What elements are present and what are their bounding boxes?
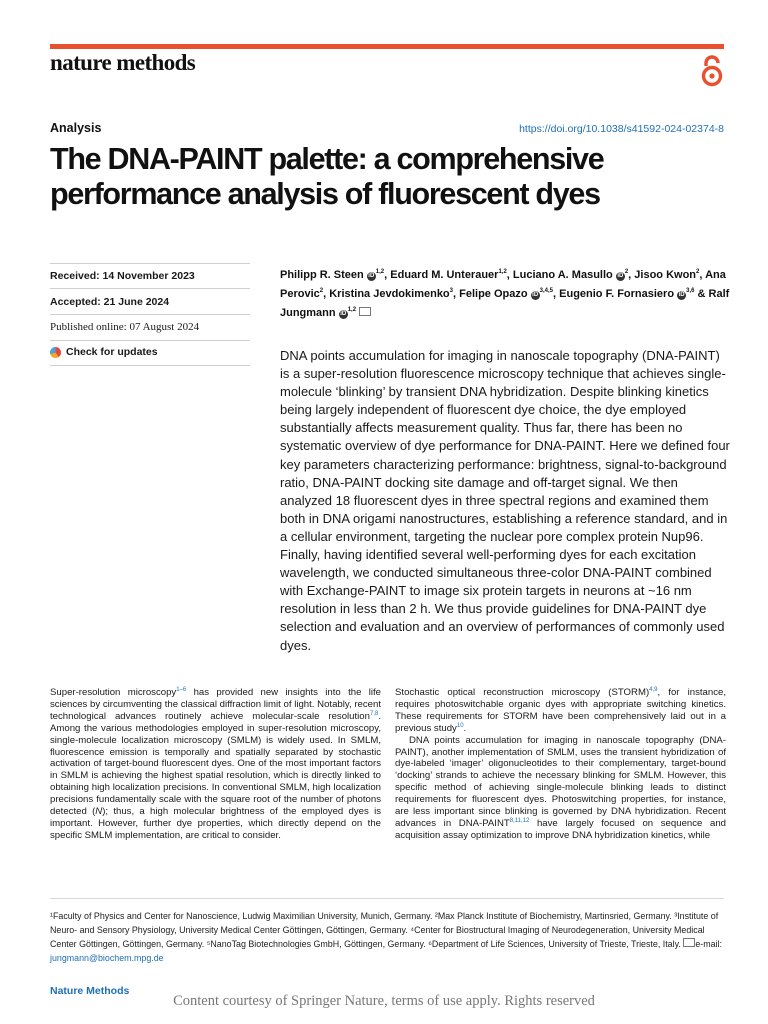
received-date: Received: 14 November 2023 [50,270,195,282]
affiliation-number: 1,2 [375,269,385,275]
email-icon[interactable] [359,307,371,316]
affiliations: ¹Faculty of Physics and Center for Nanoscience, Ludwig Maximilian University, Munich, Germany. ²Max Planck Institute of Biochemistry, Martinsried, Germany. ³Institute of Neuro- and Sensory Physiology, University Medical Center Göttingen, Göttingen, Germany. ⁴Center for Biostructural Imaging of Neurodegeneration, University Medical Center Göttingen, Göttingen, Germany. ⁵NanoTag Biotechnologies GmbH, Göttingen, Germany. ⁶Department of Life Sciences, University of Trieste, Trieste, Italy. e-mail: jungmann@biochem.mpg.de [50,911,722,963]
author-separator: , [323,288,330,300]
author-name[interactable]: Philipp R. Steen [280,269,364,281]
divider [50,340,250,341]
email-link[interactable]: jungmann@biochem.mpg.de [50,953,164,963]
citation[interactable]: 10 [456,722,464,729]
affiliation-number: 1,2 [498,269,507,275]
orcid-icon[interactable]: iD [368,273,375,279]
affiliation-number: 2 [624,269,629,275]
author-name[interactable]: Luciano A. Masullo [512,269,613,281]
citation[interactable]: 7,8 [369,710,379,717]
author-separator: , [699,269,706,281]
author-separator: , [384,269,391,281]
citation[interactable]: 1–6 [176,687,187,693]
check-updates-icon [50,347,61,358]
affiliation-number: 3,4,5 [539,288,554,294]
orcid-icon[interactable]: iD [617,273,624,279]
orcid-icon[interactable]: iD [532,292,539,298]
divider [50,263,250,264]
divider [50,365,250,366]
courtesy-notice: Content courtesy of Springer Nature, terms of use apply. Rights reserved [173,993,595,1009]
affiliation-number: 3,6 [686,288,695,294]
body-column-left: Super-resolution microscopy$^{1-6}$ has provided new insights into the life sciences by circumventing the classical diffraction limit of light. Notably, recent technological advances routinely achieve molecular-scale resolution$^{7,8}$. Among the various methodologies employed in super-resolution microscopy, single-molecule localization microscopy (SMLM) is widely used. In SMLM, fluorescence emission is temporally and spatially separated by stochastic activation of target-bound fluorescent dyes. One of the most important factors in SMLM is achieving the highest spatial resolution, which is directly linked to obtaining high localization precisions. In conventional SMLM, high localization precisions fundamentally scale with the square root of the number of photons detected (N); thus, a high molecular brightness of the employed dyes is important. However, further dye properties, which directly depend on the specific SMLM implementation, are critical to consider. [50,687,381,841]
orcid-icon[interactable]: iD [678,292,685,298]
affiliation-number: 2 [319,288,324,294]
author-name[interactable]: Ana Perovic [280,269,726,300]
author-separator: , [553,288,560,300]
divider [50,288,250,289]
email-icon [683,938,695,947]
author-name[interactable]: Eugenio F. Fornasiero [559,288,675,300]
footer-journal: Nature Methods [50,985,130,997]
citation[interactable]: 4,9 [649,687,658,693]
abstract: DNA points accumulation for imaging in nanoscale topography (DNA-PAINT) is a super-resolution fluorescence microscopy technique that achieves single-molecule ‘blinking’ by transient DNA hybridization. Despite blinking kinetics being largely independent of fluorescent dye choice, the dye employed substantially affects measurement quality. Thus far, there has been no systematic overview of dye performance for DNA-PAINT. Here we defined four key parameters characterizing performance: brightness, signal-to-background ratio, DNA-PAINT docking site damage and off-target signal. We then analyzed 18 fluorescent dyes in three spectral regions and examined them both in DNA origami nanostructures, establishing a reference standard, and in a cellular environment, targeting the nuclear pore complex protein Nup96. Finally, having identified several well-performing dyes for each excitation wavelength, we conducted simultaneous three-color DNA-PAINT combined with Exchange-PAINT to image six protein targets in neurons at ~16 nm resolution in less than 2 h. We thus provide guidelines for DNA-PAINT dye selection and evaluation and an overview of performances of commonly used dyes. [280,348,730,653]
affiliation-number: 3 [449,288,453,294]
accepted-date: Accepted: 21 June 2024 [50,296,170,308]
author-name[interactable]: Jisoo Kwon [634,269,697,281]
title-line: performance analysis of fluorescent dyes [50,177,600,211]
author-name[interactable]: Ralf Jungmann [280,288,730,319]
open-access-icon [699,54,725,88]
published-date: Published online: 07 August 2024 [50,321,200,333]
doi-link[interactable]: https://doi.org/10.1038/s41592-024-02374-8 [519,123,724,135]
author-name[interactable]: Eduard M. Unterauer [390,269,499,281]
orcid-icon[interactable]: iD [340,311,347,317]
author-separator: , [453,288,460,300]
article-title [50,142,730,212]
author-name[interactable]: Kristina Jevdokimenko [329,288,450,300]
article-type: Analysis [50,121,102,135]
divider [50,314,250,315]
affiliation-number: 1,2 [347,307,357,313]
journal-name: nature methods [50,50,196,75]
author-separator: , [506,269,513,281]
author-separator: & [694,288,709,300]
affiliation-number: 2 [696,269,700,275]
citation[interactable]: 8,11,12 [509,817,530,824]
check-updates-button[interactable]: Check for updates [50,346,250,358]
author-name[interactable]: Felipe Opazo [459,288,528,300]
title-line: The DNA-PAINT palette: a comprehensive [50,142,604,176]
footnote-divider [50,898,724,899]
body-column-right: Stochastic optical reconstruction microscopy (STORM)$^{4,9}$, for instance, requires photoswitchable organic dyes with appropriate switching kinetics. These requirements for STORM have been comprehensively laid out in a previous study$^{10}$. DNA points accumulation for imaging in nanoscale topography (DNA-PAINT), another implementation of SMLM, uses the transient hybridization of dye-labeled ‘imager’ oligonucleotides to their complementary, target-bound ‘docking’ strands to achieve the necessary blinking for SMLM. However, this specific method of achieving single-molecule blinking leads to distinct requirements for fluorescent dyes. Photoswitching properties, for instance, are less important since blinking is governed by DNA hybridization. Recent advances in DNA-PAINT$^{8,11,12}$ have largely focused on sequence and acquisition assay optimization to improve DNA hybridization kinetics, while [395,687,727,841]
author-list [280,266,730,323]
header-accent-bar [50,44,724,49]
author-separator: , [628,269,635,281]
